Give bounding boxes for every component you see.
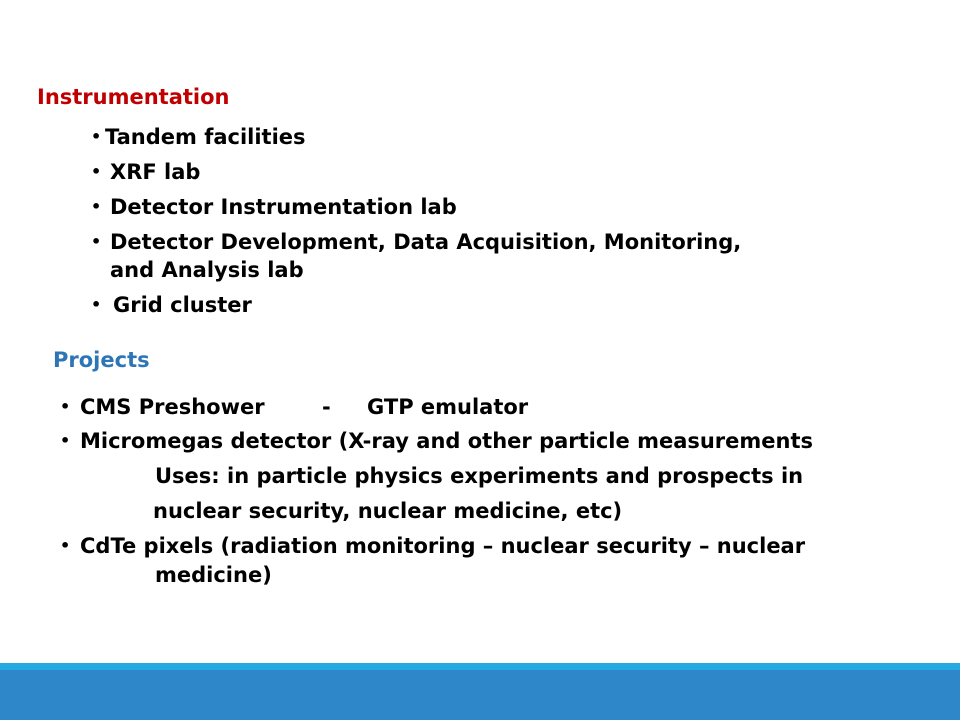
project-cdte-title: CdTe pixels (radiation monitoring – nuclear security – nuclear (80, 534, 806, 558)
instrumentation-item-grid-cluster: Grid cluster (113, 293, 252, 317)
footer-stripe (0, 663, 960, 670)
bullet: • (60, 431, 71, 450)
project-micromegas-uses-cont: nuclear security, nuclear medicine, etc) (153, 499, 623, 523)
project-cms-name: CMS Preshower (80, 395, 265, 419)
instrumentation-item-detector-development-cont: and Analysis lab (110, 258, 304, 282)
instrumentation-item-detector-instrumentation: Detector Instrumentation lab (110, 195, 457, 219)
project-cms-detail: GTP emulator (367, 395, 529, 419)
instrumentation-item-detector-development: Detector Development, Data Acquisition, Monitoring, (110, 230, 742, 254)
bullet: • (91, 232, 102, 251)
instrumentation-heading: Instrumentation (37, 85, 230, 109)
bullet: • (91, 197, 102, 216)
bullet: • (91, 162, 102, 181)
instrumentation-item-xrf: XRF lab (110, 160, 201, 184)
bullet: • (91, 295, 102, 314)
bullet: • (60, 536, 71, 555)
project-micromegas-title: Micromegas detector (X-ray and other particle measurements (80, 429, 814, 453)
projects-heading: Projects (53, 348, 150, 372)
project-cdte-title-cont: medicine) (155, 563, 272, 587)
bullet: • (60, 397, 71, 416)
project-micromegas-uses: Uses: in particle physics experiments and prospects in (155, 464, 804, 488)
footer-bar (0, 670, 960, 720)
project-cms-dash: - (322, 395, 331, 419)
instrumentation-item-tandem: Tandem facilities (105, 125, 306, 149)
bullet: • (91, 127, 102, 146)
